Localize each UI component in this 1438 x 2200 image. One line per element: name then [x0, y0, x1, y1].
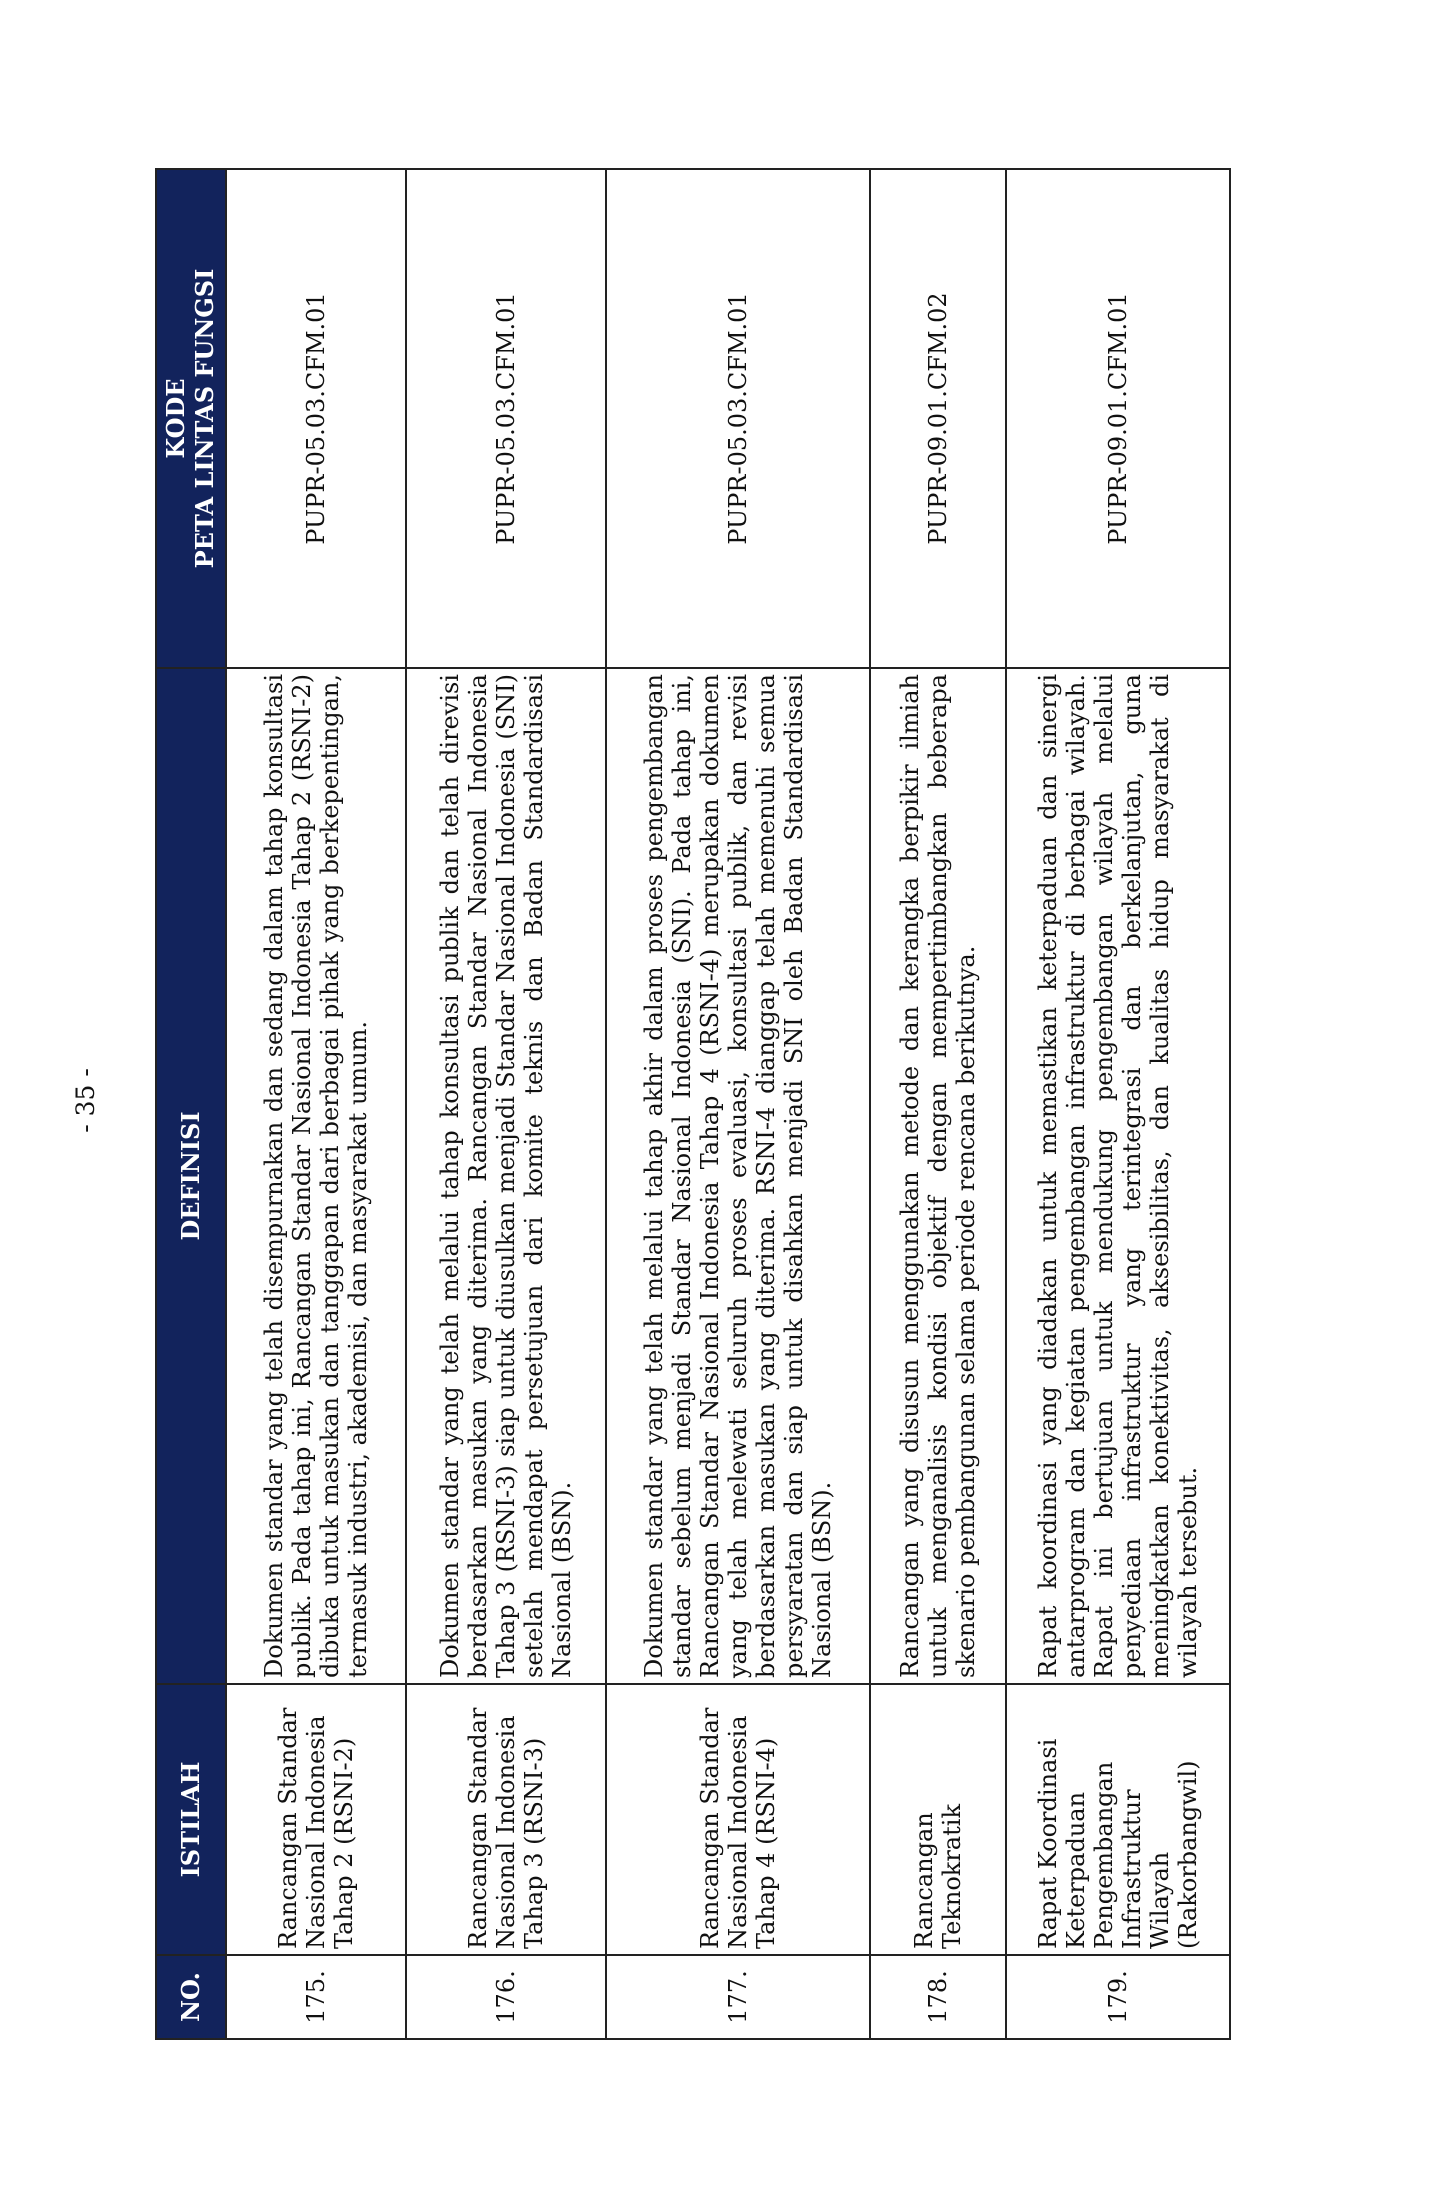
- glossary-table-wrapper: [155, 170, 1229, 2040]
- row-definisi: Dokumen standar yang telah melalui tahap konsultasi publik dan telah direvisi berdasarkan masukan yang diterima. Rancangan Standar Nasional Indonesia Tahap 3 (RSNI-3) siap untuk diusulkan menjadi Standar Nasional Indonesia (SNI) setelah mendapat persetujuan dari komite teknis dan Badan Standardisasi Nasional (BSN).: [406, 668, 606, 1684]
- row-number: 177.: [606, 1955, 870, 2039]
- table-header-row: [156, 169, 226, 2039]
- header-kode-line2: PETA LINTAS FUNGSI: [190, 268, 219, 569]
- glossary-table: [155, 168, 1231, 2040]
- row-istilah: Rancangan Teknokratik: [870, 1684, 1006, 1955]
- row-kode: PUPR-05.03.CFM.01: [406, 169, 606, 668]
- row-istilah: Rancangan Standar Nasional Indonesia Tahap 3 (RSNI-3): [406, 1684, 606, 1955]
- row-definisi: Dokumen standar yang telah disempurnakan dan sedang dalam tahap konsultasi publik. Pada tahap ini, Rancangan Standar Nasional Indonesia Tahap 2 (RSNI-2) dibuka untuk masukan dan tanggapan dari berbagai pihak yang berkepentingan, termasuk industri, akademisi, dan masyarakat umum.: [226, 668, 406, 1684]
- row-kode: PUPR-09.01.CFM.01: [1006, 169, 1230, 668]
- row-istilah: Rapat Koordinasi Keterpaduan Pengembangan Infrastruktur Wilayah (Rakorbangwil): [1006, 1684, 1230, 1955]
- row-kode: PUPR-05.03.CFM.01: [226, 169, 406, 668]
- row-definisi: Dokumen standar yang telah melalui tahap akhir dalam proses pengembangan standar sebelum menjadi Standar Nasional Indonesia (SNI). Pada tahap ini, Rancangan Standar Nasional Indonesia Tahap 4 (RSNI-4) merupakan dokumen yang telah melewati seluruh proses evaluasi, konsultasi publik, dan revisi berdasarkan masukan yang diterima. RSNI-4 dianggap telah memenuhi semua persyaratan dan siap untuk disahkan menjadi SNI oleh Badan Standardisasi Nasional (BSN).: [606, 668, 870, 1684]
- header-no: NO.: [156, 1955, 226, 2039]
- row-istilah: Rancangan Standar Nasional Indonesia Tahap 2 (RSNI-2): [226, 1684, 406, 1955]
- header-istilah: ISTILAH: [156, 1684, 226, 1955]
- row-number: 175.: [226, 1955, 406, 2039]
- table-row: [870, 169, 1006, 2039]
- row-definisi: Rancangan yang disusun menggunakan metode dan kerangka berpikir ilmiah untuk menganalisis kondisi objektif dengan mempertimbangkan beberapa skenario pembangunan selama periode rencana berikutnya.: [870, 668, 1006, 1684]
- row-definisi: Rapat koordinasi yang diadakan untuk memastikan keterpaduan dan sinergi antarprogram dan kegiatan pengembangan infrastruktur di berbagai wilayah. Rapat ini bertujuan untuk mendukung pengembangan wilayah melalui penyediaan infrastruktur yang terintegrasi dan berkelanjutan, guna meningkatkan konektivitas, aksesibilitas, dan kualitas hidup masyarakat di wilayah tersebut.: [1006, 668, 1230, 1684]
- table-row: [406, 169, 606, 2039]
- row-kode: PUPR-09.01.CFM.02: [870, 169, 1006, 668]
- page-number: [60, 1067, 110, 1133]
- row-kode: PUPR-05.03.CFM.01: [606, 169, 870, 668]
- header-kode: [156, 169, 226, 668]
- row-number: 179.: [1006, 1955, 1230, 2039]
- header-definisi: DEFINISI: [156, 668, 226, 1684]
- row-istilah: Rancangan Standar Nasional Indonesia Tahap 4 (RSNI-4): [606, 1684, 870, 1955]
- row-number: 178.: [870, 1955, 1006, 2039]
- page-number-text: - 35 -: [70, 1067, 100, 1133]
- table-row: [1006, 169, 1230, 2039]
- table-row: [606, 169, 870, 2039]
- header-kode-line1: KODE: [161, 378, 191, 459]
- table-row: [226, 169, 406, 2039]
- row-number: 176.: [406, 1955, 606, 2039]
